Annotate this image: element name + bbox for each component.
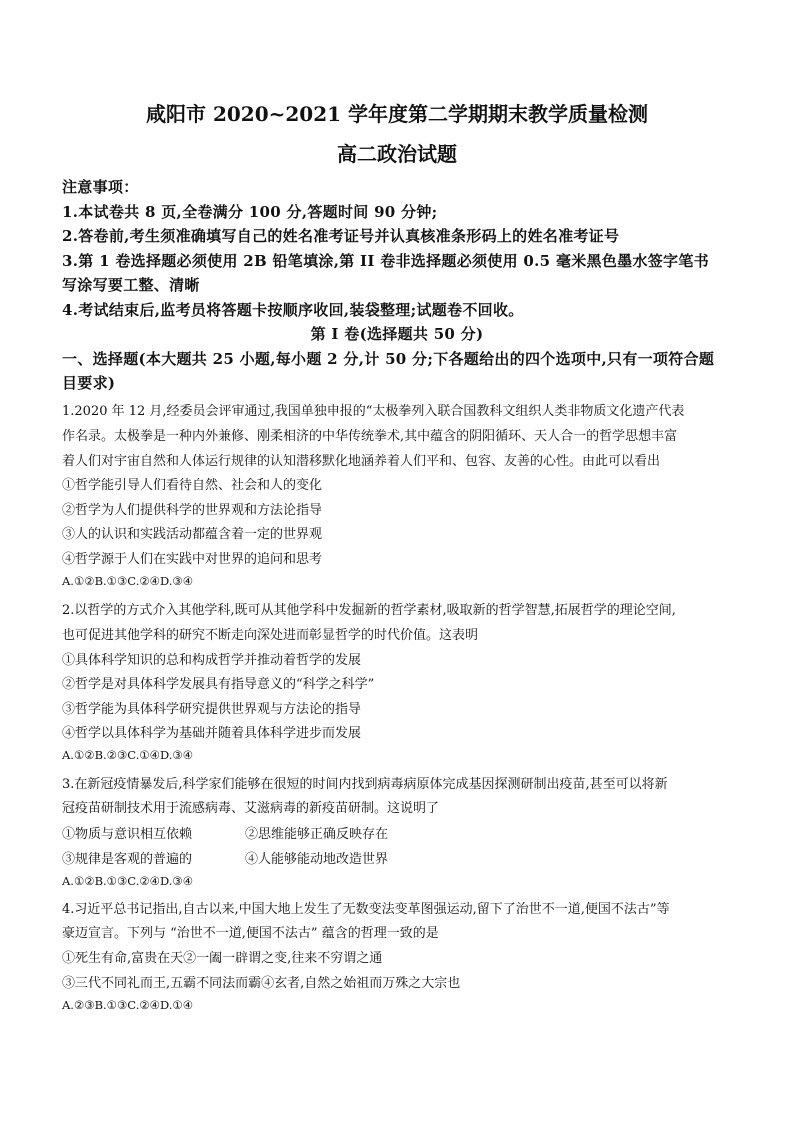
q4-answer-choices: A.②③B.①③C.②④D.①④	[62, 998, 194, 1012]
q2-option-2: ②哲学是对具体科学发展具有指导意义的“科学之科学”	[62, 677, 375, 692]
q1-answer-choices: A.①②B.①③C.②④D.③④	[62, 574, 194, 588]
q2-option-3: ③哲学能为具体科学研究提供世界观与方法论的指导	[62, 702, 362, 717]
q4-option-line-2: ③三代不同礼而王,五霸不同法而霸④玄者,自然之始祖而万殊之大宗也	[62, 976, 461, 991]
q3-options-row-1	[62, 823, 192, 842]
q1-option-3: ③人的认识和实践活动都蕴含着一定的世界观	[62, 527, 323, 542]
q4-stem-line-2: 豪迈宣言。下列与 “治世不一道,便国不法古” 蕴含的哲理一致的是	[62, 926, 439, 941]
q3-option-4: ④人能够能动地改造世界	[245, 852, 389, 867]
exam-title: 咸阳市 2020~2021 学年度第二学期期末教学质量检测	[145, 102, 648, 126]
part-title: 第 I 卷(选择题共 50 分)	[310, 325, 484, 343]
q1-option-4: ④哲学源于人们在实践中对世界的追问和思考	[62, 552, 323, 567]
q1-option-1: ①哲学能引导人们看待自然、社会和人的变化	[62, 478, 323, 493]
q2-answer-choices: A.①②B.②③C.①④D.③④	[62, 748, 194, 762]
q2-stem-line-1: 2.以哲学的方式介入其他学科,既可从其他学科中发掘新的哲学素材,吸取新的哲学智慧,拓展哲学的理论空间,	[62, 603, 676, 618]
q1-option-2: ②哲学为人们提供科学的世界观和方法论指导	[62, 503, 323, 518]
notice-item-3: 3.第 1 卷选择题必须使用 2B 铅笔填涂,第 II 卷非选择题必须使用 0.5 毫米黑色墨水签字笔书	[62, 252, 709, 270]
q1-stem-line-1: 1.2020 年 12 月,经委员会评审通过,我国单独申报的“太极拳列入联合国教科文组织人类非物质文化遗产代表	[62, 404, 685, 419]
notice-item-2: 2.答卷前,考生须准确填写自己的姓名准考证号并认真核准条形码上的姓名准考证号	[62, 227, 620, 245]
q2-option-1: ①具体科学知识的总和构成哲学并推动着哲学的发展	[62, 653, 362, 668]
notice-heading: 注意事项：	[62, 178, 139, 196]
q3-stem-line-1: 3.在新冠疫情暴发后,科学家们能够在很短的时间内找到病毒病原体完成基因探测研制出疫苗,甚至可以将新	[62, 777, 668, 792]
notice-item-4: 4.考试结束后,监考员将答题卡按顺序收回,装袋整理;试题卷不回收。	[62, 301, 524, 319]
q3-answer-choices: A.①②B.①③C.②④D.③④	[62, 874, 194, 888]
q3-stem-line-2: 冠疫苗研制技术用于流感病毒、艾滋病毒的新疫苗研制。这说明了	[62, 801, 440, 816]
section-instructions-line-2: 目要求)	[62, 374, 116, 392]
q3-option-1: ①物质与意识相互依赖	[62, 827, 193, 842]
q2-stem-line-2: 也可促进其他学科的研究不断走向深处进而彰显哲学的时代价值。这表明	[62, 628, 479, 643]
q1-stem-line-2: 作名录。太极拳是一种内外兼修、刚柔相济的中华传统拳术,其中蕴含的阴阳循环、天人合一的哲学思想丰富	[62, 429, 678, 444]
notice-item-3-cont: 写涂写要工整、清晰	[62, 276, 200, 294]
section-instructions-line-1: 一、选择题(本大题共 25 小题,每小题 2 分,计 50 分;下各题给出的四个选项中,只有一项符合题	[62, 350, 715, 368]
q3-option-2: ②思维能够正确反映存在	[245, 827, 389, 842]
q1-stem-line-3: 着人们对宇宙自然和人体运行规律的认知潜移默化地涵养着人们平和、包容、友善的心性。由此可以看出	[62, 454, 661, 469]
q4-option-line-1: ①死生有命,富贵在天②一阖一辟谓之变,往来不穷谓之通	[62, 951, 383, 966]
q2-option-4: ④哲学以具体科学为基础并随着具体科学进步而发展	[62, 726, 362, 741]
exam-subtitle: 高二政治试题	[337, 142, 457, 166]
q3-option-3: ③规律是客观的普遍的	[62, 852, 193, 867]
q4-stem-line-1: 4.习近平总书记指出,自古以来,中国大地上发生了无数变法变革图强运动,留下了治世不一道,便国不法古”等	[62, 902, 670, 917]
notice-item-1: 1.本试卷共 8 页,全卷满分 100 分,答题时间 90 分钟;	[62, 203, 438, 221]
